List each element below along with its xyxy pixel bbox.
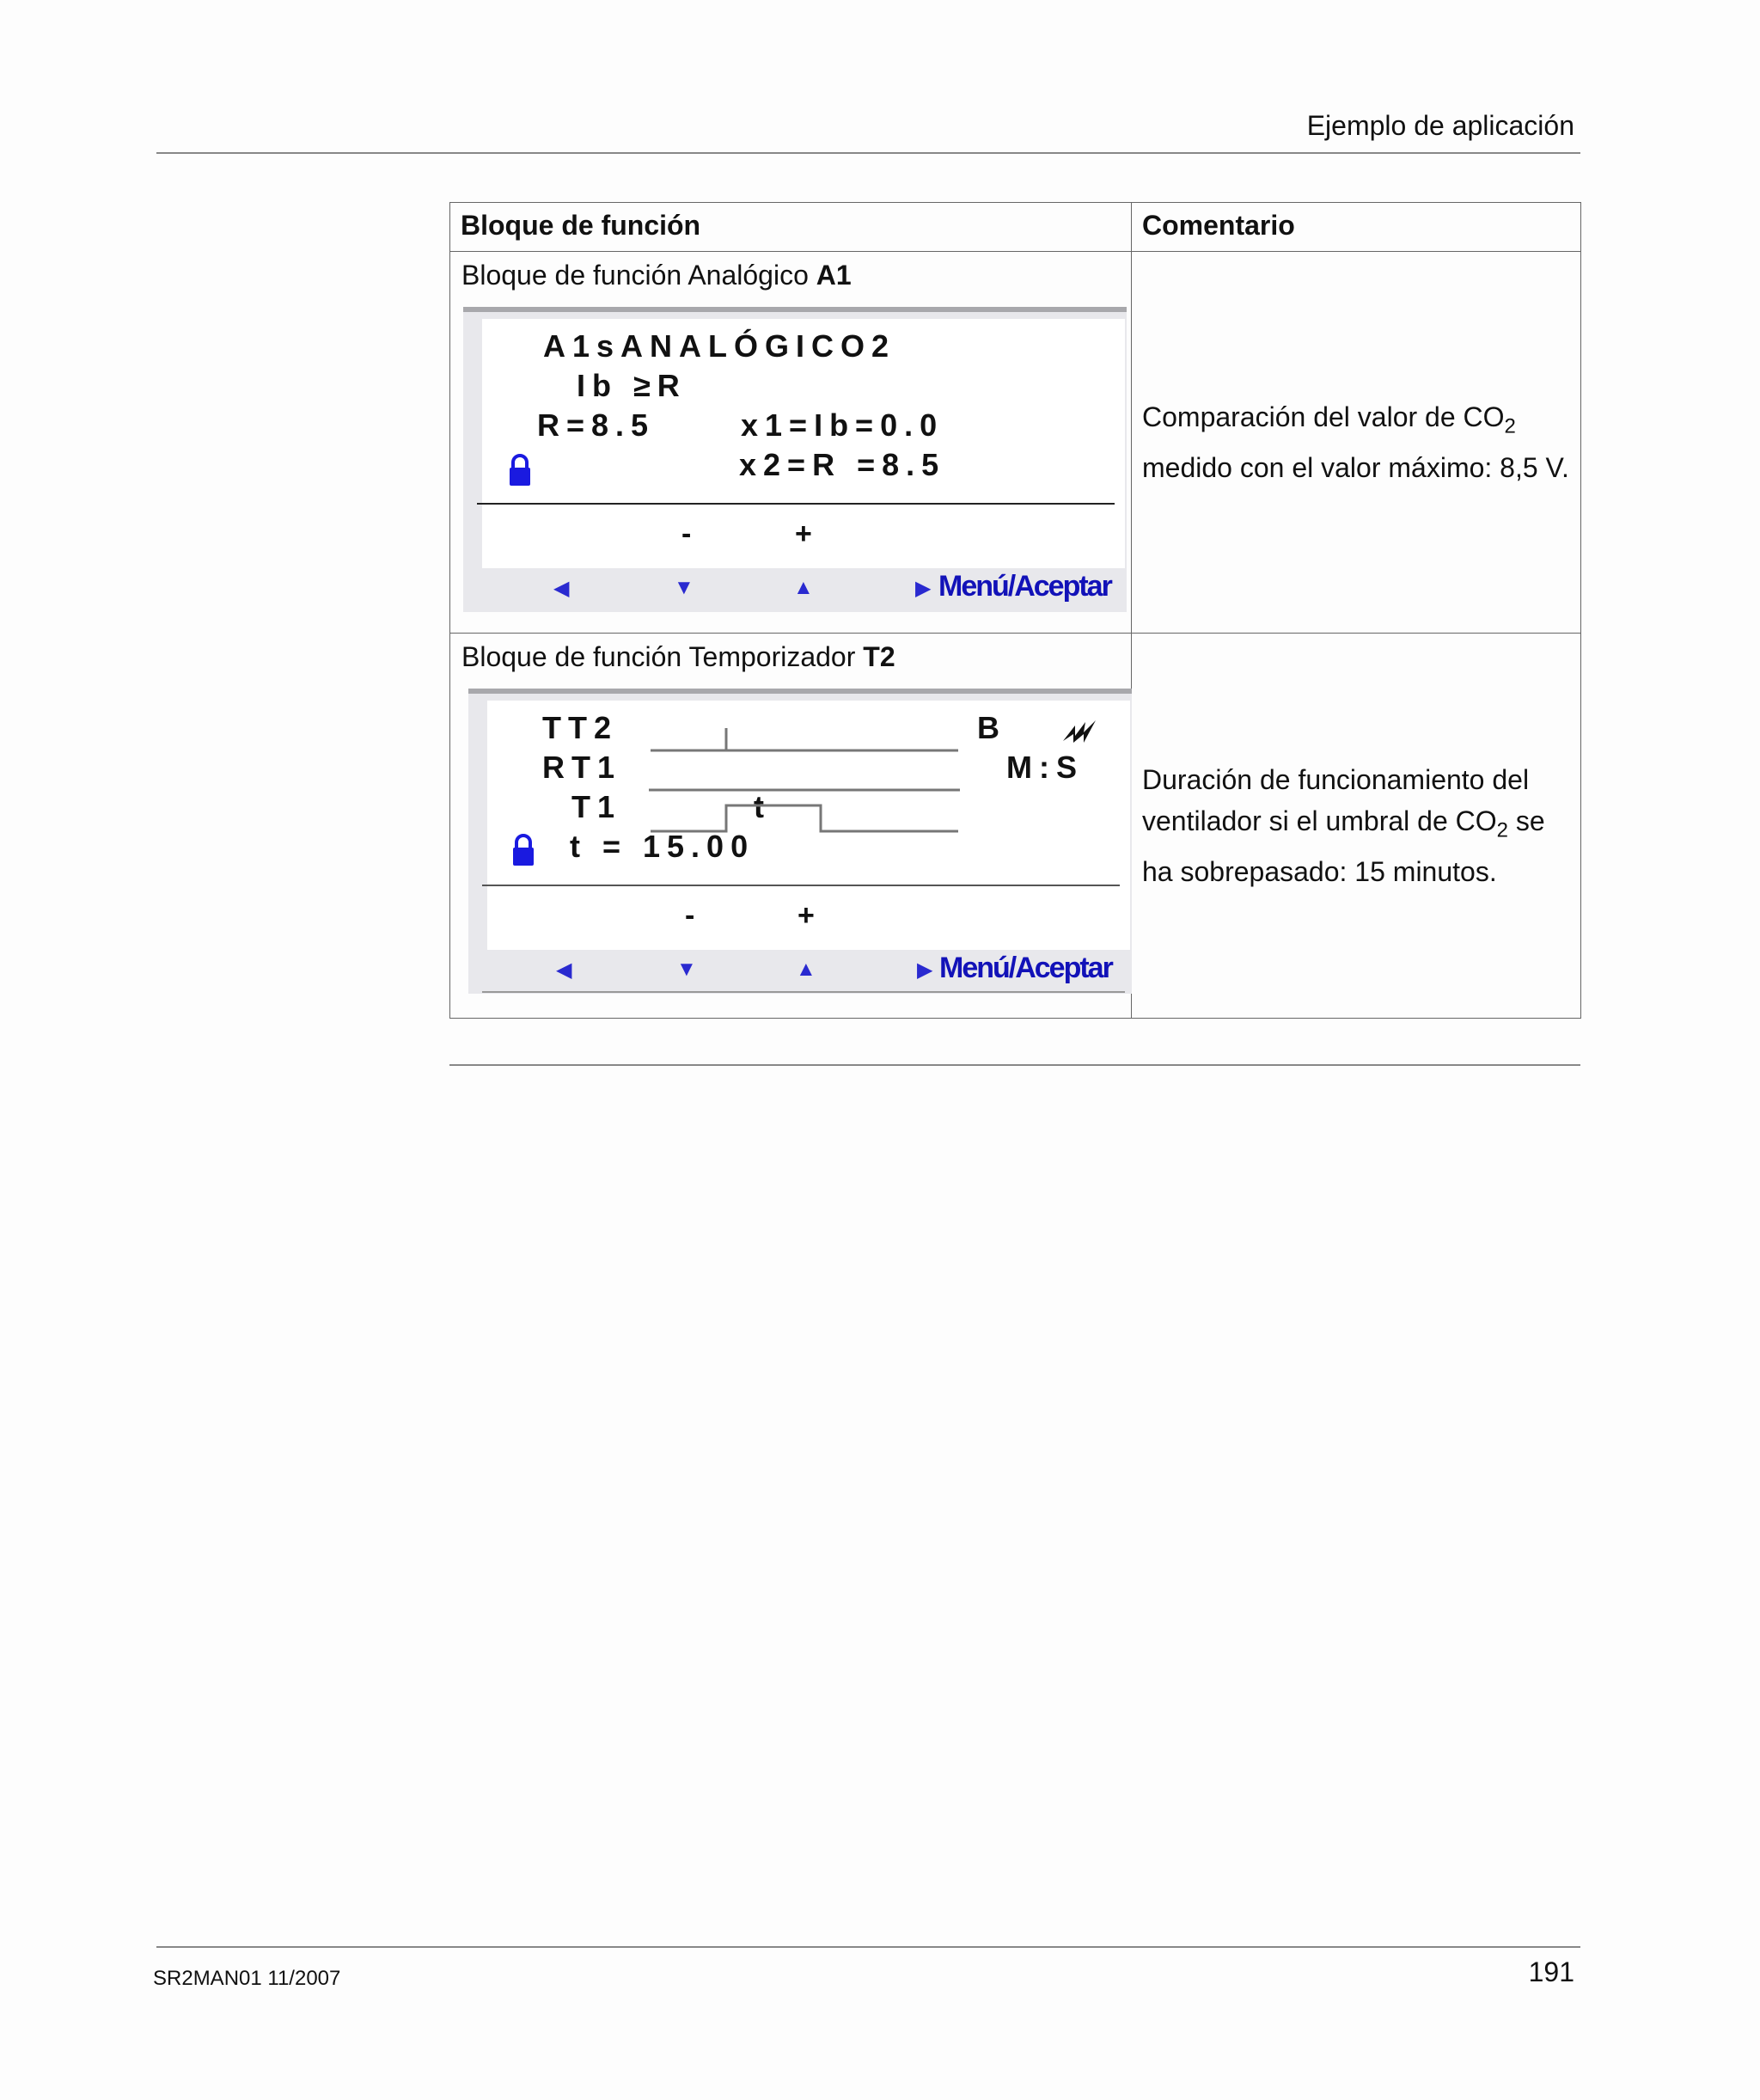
page-number: 191 <box>1528 1956 1574 1987</box>
left-arrow-icon: ◀ <box>556 958 572 982</box>
function-block-cell <box>450 252 1132 634</box>
section-end-rule <box>449 1064 1580 1066</box>
up-arrow-icon: ▲ <box>793 576 814 599</box>
right-arrow-icon: ▶ <box>915 577 932 600</box>
column-header-function-block: Bloque de función <box>450 203 1132 252</box>
comment-text: se <box>1507 805 1545 836</box>
function-block-table <box>449 202 1581 1019</box>
document-reference: SR2MAN01 11/2007 <box>153 1967 341 1990</box>
running-header: Ejemplo de aplicación <box>1306 110 1574 141</box>
column-header-comment: Comentario <box>1132 203 1581 252</box>
comment-line: medido con el valor máximo: 8,5 V. <box>1142 452 1569 484</box>
table-header-row <box>450 203 1581 252</box>
lcd-line-3-right: x1=Ib=0.0 <box>741 407 944 443</box>
comment-line: ha sobrepasado: 15 minutos. <box>1142 856 1497 888</box>
lcd-row-rt1: RT1 <box>542 750 622 785</box>
lcd-line-1: A1sANALÓGICO2 <box>543 328 896 364</box>
comment-cell <box>1132 252 1581 634</box>
subscript: 2 <box>1504 414 1516 438</box>
table-row <box>450 634 1581 1019</box>
lcd-divider <box>482 885 1120 886</box>
plus-key-label: + <box>795 517 812 550</box>
lcd-b-label: B <box>977 710 1006 745</box>
footer-rule <box>156 1946 1580 1948</box>
lcd-line-3-left: R=8.5 <box>537 407 656 443</box>
comment-line <box>1142 396 1570 447</box>
block-caption-text: Bloque de función Temporizador <box>461 641 864 672</box>
lock-icon <box>508 453 532 487</box>
comment-text: Comparación del valor de CO <box>1142 401 1505 432</box>
bolt-icon <box>1061 719 1097 744</box>
table-row <box>450 252 1581 634</box>
comment-line <box>1142 800 1570 851</box>
lock-icon <box>511 833 535 867</box>
display-screen-timer <box>468 689 1132 994</box>
down-arrow-icon: ▼ <box>676 958 697 981</box>
timing-waveform <box>649 714 967 835</box>
lcd-ms-label: M:S <box>1006 750 1084 785</box>
right-arrow-icon: ▶ <box>917 958 933 982</box>
block-caption <box>451 253 1130 291</box>
lcd-t-marker: t <box>754 789 771 824</box>
lcd-divider <box>477 503 1115 505</box>
lcd-line-4-right: x2=R =8.5 <box>739 447 946 482</box>
minus-key-label: - <box>685 899 695 932</box>
function-block-cell <box>450 634 1132 1019</box>
minus-key-label: - <box>681 517 692 550</box>
comment-cell <box>1132 634 1581 1019</box>
left-arrow-icon: ◀ <box>553 577 570 600</box>
comment-line: Duración de funcionamiento del <box>1142 763 1530 795</box>
block-caption <box>451 634 1130 673</box>
block-caption-text: Bloque de función Analógico <box>461 260 816 291</box>
lcd-row-time: t = 15.00 <box>570 829 755 864</box>
comment-text: ventilador si el umbral de CO <box>1142 805 1497 836</box>
down-arrow-icon: ▼ <box>674 576 694 599</box>
lcd-line-2: Ib ≥R <box>577 368 687 403</box>
header-rule <box>156 152 1580 154</box>
lcd-row-t1: T1 <box>571 789 622 824</box>
display-screen-analog <box>463 307 1127 612</box>
block-id: T2 <box>863 641 895 672</box>
up-arrow-icon: ▲ <box>796 958 816 981</box>
lcd-row-tt2: TT2 <box>542 710 619 745</box>
subscript: 2 <box>1496 818 1508 842</box>
menu-accept-label: Menú/Aceptar <box>938 570 1111 603</box>
plus-key-label: + <box>798 899 815 932</box>
menu-accept-label: Menú/Aceptar <box>939 952 1112 984</box>
block-id: A1 <box>816 260 852 291</box>
